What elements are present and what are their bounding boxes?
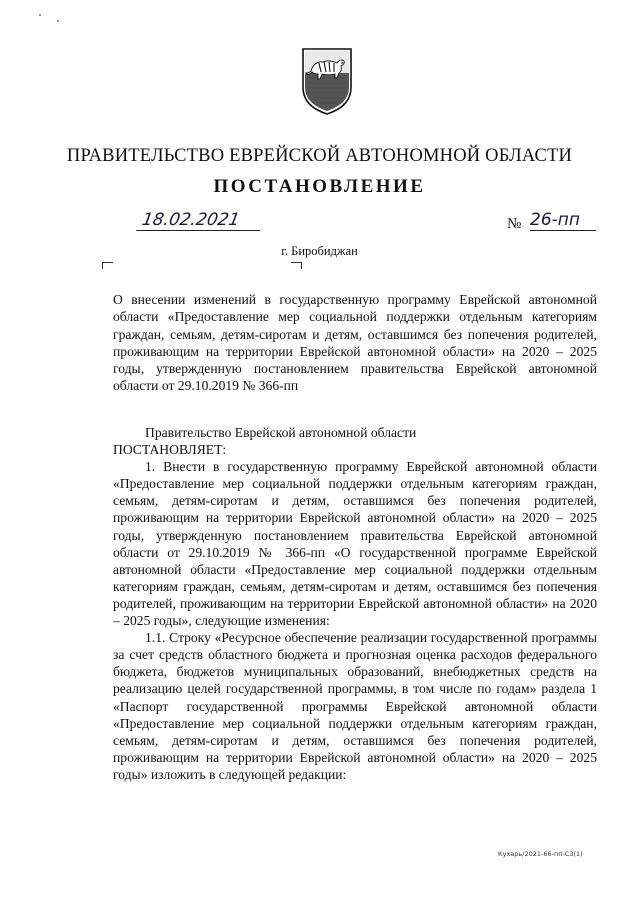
coat-of-arms-icon <box>299 45 355 116</box>
document-date: 18.02.2021 <box>136 210 264 231</box>
scan-speck <box>39 14 41 16</box>
document-type-heading: ПОСТАНОВЛЕНИЕ <box>213 176 426 197</box>
decree-word: ПОСТАНОВЛЯЕТ: <box>113 442 227 458</box>
subject-corner-left <box>102 262 113 269</box>
subject-corner-right <box>291 262 302 269</box>
body-item-1: 1. Внести в государственную программу Еврейской автономной области «Предоставление мер социальной поддержки отдельным категориям граждан, семьям, детям-сиротам и детям, оставшимся без попечения родителей, проживающим на территории Еврейской автономной области» на 2020 – 2025 годы, утвержденную постановлением правительства Еврейской автономной области от 29.10.2019 № 366-пп «О государственной программе Еврейской автономной области «Предоставление мер социальной поддержки отдельным категориям граждан, семьям, детям-сиротам и детям, оставшимся без попечения родителей, проживающим на территории Еврейской автономной области» на 2020 – 2025 годы», следующие изменения: <box>113 459 597 629</box>
city-label: г. Биробиджан <box>281 244 358 258</box>
government-title: ПРАВИТЕЛЬСТВО ЕВРЕЙСКОЙ АВТОНОМНОЙ ОБЛАСТИ <box>66 146 573 166</box>
body-intro: Правительство Еврейской автономной области <box>145 425 417 440</box>
document-body <box>113 424 597 783</box>
document-number: 26-пп <box>530 210 596 231</box>
scan-speck <box>57 20 59 22</box>
footer-code: Кухарь/2021-66-пп-СЗ(1) <box>498 850 583 858</box>
body-item-1-1: 1.1. Строку «Ресурсное обеспечение реализации государственной программы за счет средств областного бюджета и прогнозная оценка расходов федерального бюджета, бюджетов муниципальных образований, внебюджетных средств на реализацию целей государственной программы, в том числе по годам» раздела 1 «Паспорт государственной программы Еврейской автономной области «Предоставление мер социальной поддержки отдельным категориям граждан, семьям, детям-сиротам и детям, оставшимся без попечения родителей, проживающим на территории Еврейской автономной области» на 2020 – 2025 годы» изложить в следующей редакции: <box>113 630 597 782</box>
number-prefix: № <box>507 216 522 232</box>
document-subject: О внесении изменений в государственную программу Еврейской автономной области «Предоставление мер социальной поддержки отдельным категориям граждан, семьям, детям-сиротам и детям, оставшимся без попечения родителей, проживающим на территории Еврейской автономной области» на 2020 – 2025 годы, утвержденную постановлением правительства Еврейской автономной области от 29.10.2019 № 366-пп <box>113 292 597 394</box>
